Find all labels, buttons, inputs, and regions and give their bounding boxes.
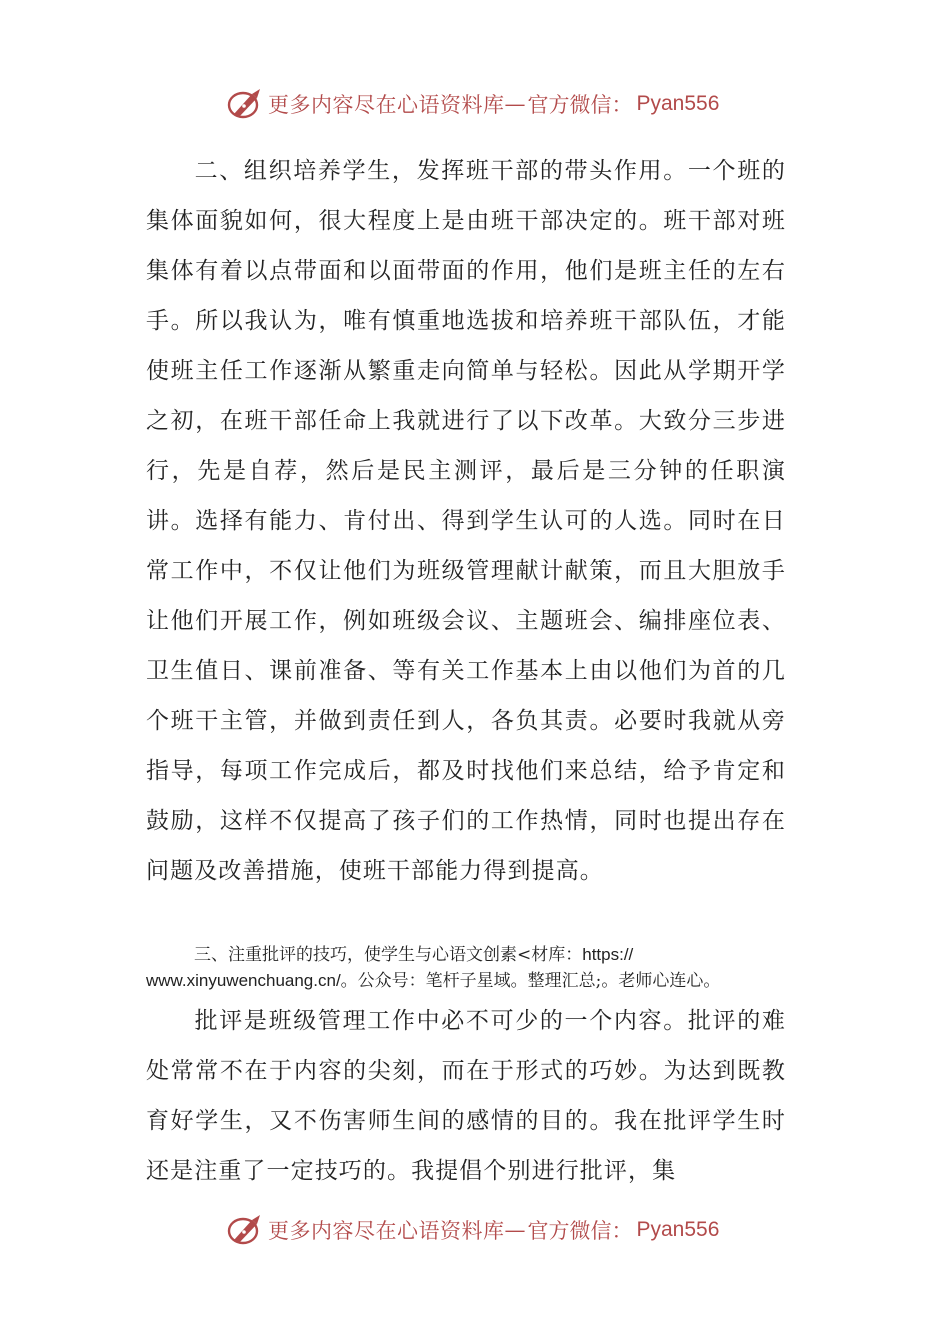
source-link-part2[interactable]: www.xinyuwenchuang.cn/ (146, 971, 341, 990)
paragraph-class-leaders (146, 146, 786, 896)
section-heading-text: 三、注重批评的技巧，使学生与心语文创素<材库： (194, 945, 583, 965)
pen-nib-logo-icon (226, 1212, 264, 1248)
paragraph-criticism (146, 996, 786, 1196)
pen-nib-logo-icon (226, 86, 264, 122)
source-link-part1[interactable]: https:// (582, 945, 634, 964)
source-note: 。公众号：笔杆子星域。整理汇总;。老师心连心。 (340, 971, 721, 991)
paragraph-criticism-text: 批评是班级管理工作中必不可少的一个内容。批评的难处常常不在于内容的尖刻，而在于形式的巧妙。为达到既教育好学生，又不伤害师生间的感情的目的。我在批评学生时还是注重了一定技巧的。我提倡个别进行批评，集 (146, 1008, 786, 1184)
banner-text: 更多内容尽在心语资料库 (268, 93, 505, 117)
banner-separator: — (504, 1218, 526, 1242)
banner-wechat-label: 官方微信： (527, 1219, 633, 1243)
banner-wechat-id: Pyan556 (636, 1218, 720, 1241)
section-heading-criticism (146, 942, 796, 994)
header-banner (226, 86, 719, 122)
paragraph-class-leaders-text: 二、组织培养学生，发挥班干部的带头作用。一个班的集体面貌如何，很大程度上是由班干部决定的。班干部对班集体有着以点带面和以面带面的作用，他们是班主任的左右手。所以我认为，唯有慎重地选拔和培养班干部队伍，才能使班主任工作逐渐从繁重走向简单与轻松。因此从学期开学之初，在班干部任命上我就进行了以下改革。大致分三步进行，先是自荐，然后是民主测评，最后是三分钟的任职演讲。选择有能力、肯付出、得到学生认可的人选。同时在日常工作中，不仅让他们为班级管理献计献策，而且大胆放手让他们开展工作，例如班级会议、主题班会、编排座位表、卫生值日、课前准备、等有关工作基本上由以他们为首的几个班干主管，并做到责任到人，各负其责。必要时我就从旁指导，每项工作完成后，都及时找他们来总结，给予肯定和鼓励，这样不仅提高了孩子们的工作热情，同时也提出存在问题及改善措施，使班干部能力得到提高。 (146, 158, 786, 884)
footer-banner (226, 1212, 719, 1248)
banner-wechat-id: Pyan556 (636, 92, 720, 115)
banner-separator: — (504, 92, 526, 116)
banner-wechat-label: 官方微信： (527, 93, 633, 117)
banner-text: 更多内容尽在心语资料库 (268, 1219, 505, 1243)
